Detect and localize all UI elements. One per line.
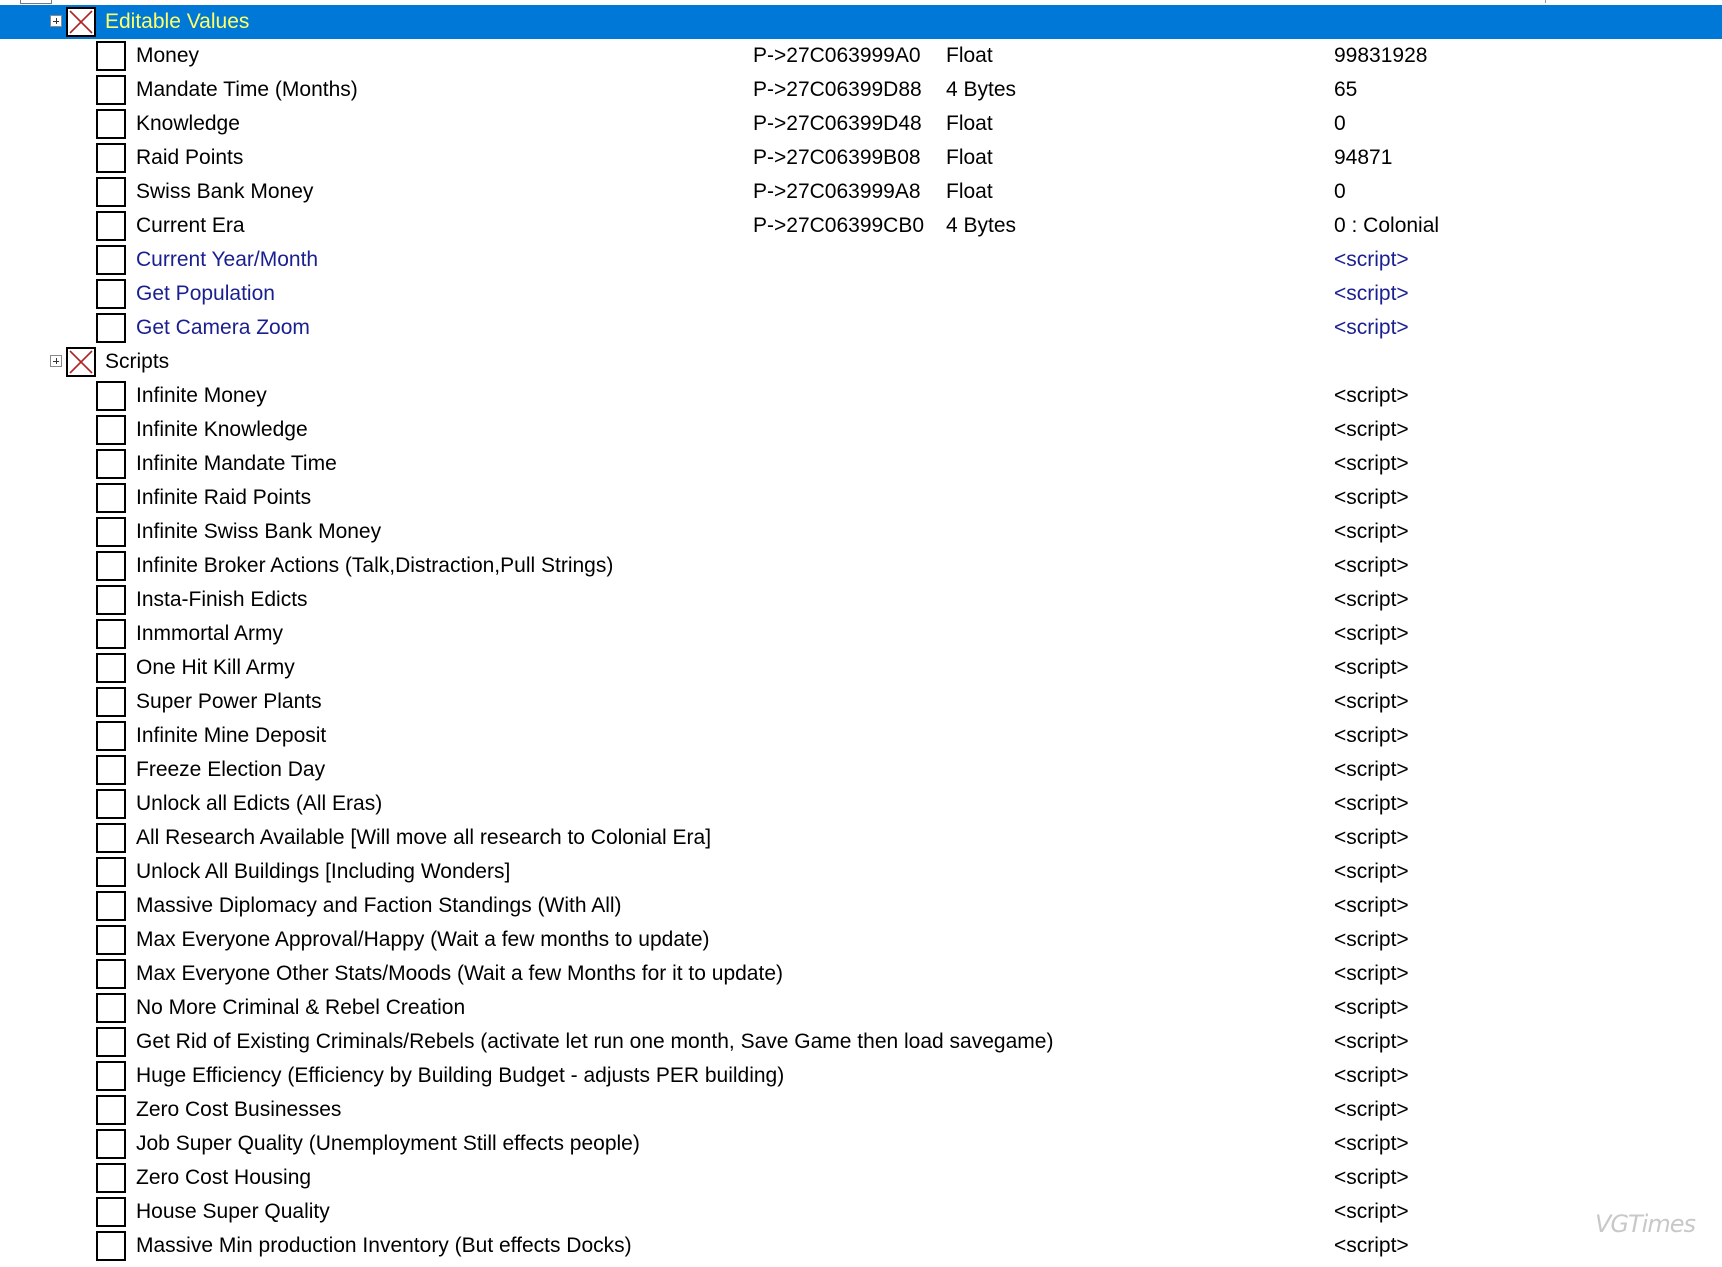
entry-address: P->27C063999A8 bbox=[753, 180, 921, 203]
entry-description: One Hit Kill Army bbox=[136, 656, 295, 679]
entry-value[interactable]: <script> bbox=[1334, 826, 1409, 849]
group-row[interactable] bbox=[0, 5, 1722, 39]
group-row[interactable] bbox=[0, 345, 1722, 379]
group-checkbox[interactable] bbox=[66, 347, 96, 377]
entry-checkbox[interactable] bbox=[96, 585, 126, 615]
entry-description: Swiss Bank Money bbox=[136, 180, 314, 203]
entry-value[interactable]: <script> bbox=[1334, 1064, 1409, 1087]
entry-value[interactable]: <script> bbox=[1334, 690, 1409, 713]
group-description: Editable Values bbox=[105, 10, 250, 33]
entry-value[interactable]: <script> bbox=[1334, 486, 1409, 509]
entry-description: Infinite Money bbox=[136, 384, 267, 407]
entry-description: Current Era bbox=[136, 214, 245, 237]
entry-description: Zero Cost Housing bbox=[136, 1166, 312, 1189]
entry-value[interactable]: <script> bbox=[1334, 1166, 1409, 1189]
entry-checkbox[interactable] bbox=[96, 211, 126, 241]
watermark-logo: VGTimes bbox=[1595, 1210, 1695, 1238]
entry-checkbox[interactable] bbox=[96, 823, 126, 853]
entry-description: Mandate Time (Months) bbox=[136, 78, 358, 101]
entry-value[interactable]: <script> bbox=[1334, 520, 1409, 543]
table-row[interactable] bbox=[0, 787, 1722, 821]
entry-value[interactable]: <script> bbox=[1334, 1132, 1409, 1155]
entry-checkbox[interactable] bbox=[96, 959, 126, 989]
entry-checkbox[interactable] bbox=[96, 177, 126, 207]
entry-value[interactable]: <script> bbox=[1334, 656, 1409, 679]
table-row[interactable] bbox=[0, 855, 1722, 889]
entry-value[interactable]: 94871 bbox=[1334, 146, 1393, 169]
red-cross-icon bbox=[68, 349, 94, 375]
entry-value[interactable]: <script> bbox=[1334, 248, 1409, 271]
entry-value[interactable]: 0 bbox=[1334, 112, 1346, 135]
red-cross-icon bbox=[68, 9, 94, 35]
entry-value[interactable]: <script> bbox=[1334, 384, 1409, 407]
table-row[interactable] bbox=[0, 753, 1722, 787]
entry-checkbox[interactable] bbox=[96, 687, 126, 717]
table-row[interactable] bbox=[0, 379, 1722, 413]
entry-description: Infinite Swiss Bank Money bbox=[136, 520, 382, 543]
entry-value[interactable]: <script> bbox=[1334, 452, 1409, 475]
entry-value[interactable]: <script> bbox=[1334, 282, 1409, 305]
entry-type: 4 Bytes bbox=[946, 78, 1017, 101]
entry-address: P->27C06399CB0 bbox=[753, 214, 925, 237]
entry-description: Massive Diplomacy and Faction Standings (With All) bbox=[136, 894, 622, 917]
entry-description: Get Population bbox=[136, 282, 275, 305]
expand-toggle-icon[interactable] bbox=[50, 355, 62, 367]
entry-value[interactable]: <script> bbox=[1334, 1030, 1409, 1053]
entry-address: P->27C06399B08 bbox=[753, 146, 921, 169]
table-row[interactable] bbox=[0, 243, 1722, 277]
table-row[interactable] bbox=[0, 821, 1722, 855]
entry-value[interactable]: 0 : Colonial bbox=[1334, 214, 1440, 237]
entry-description: Get Rid of Existing Criminals/Rebels (activate let run one month, Save Game then load savegame) bbox=[136, 1030, 1054, 1053]
entry-value[interactable]: <script> bbox=[1334, 860, 1409, 883]
entry-description: Money bbox=[136, 44, 200, 67]
entry-value[interactable]: <script> bbox=[1334, 928, 1409, 951]
cheat-table-list[interactable] bbox=[0, 5, 1722, 1267]
table-row[interactable] bbox=[0, 413, 1722, 447]
entry-description: Knowledge bbox=[136, 112, 240, 135]
entry-value[interactable]: <script> bbox=[1334, 792, 1409, 815]
table-row[interactable] bbox=[0, 651, 1722, 685]
entry-description: Zero Cost Businesses bbox=[136, 1098, 342, 1121]
group-checkbox[interactable] bbox=[66, 7, 96, 37]
entry-checkbox[interactable] bbox=[96, 1027, 126, 1057]
entry-value[interactable]: <script> bbox=[1334, 418, 1409, 441]
expand-toggle-icon[interactable] bbox=[50, 15, 62, 27]
entry-description: Infinite Broker Actions (Talk,Distraction,Pull Strings) bbox=[136, 554, 614, 577]
table-row[interactable] bbox=[0, 73, 1722, 107]
table-row[interactable] bbox=[0, 107, 1722, 141]
entry-type: Float bbox=[946, 44, 993, 67]
entry-description: Infinite Mandate Time bbox=[136, 452, 337, 475]
entry-checkbox[interactable] bbox=[96, 109, 126, 139]
entry-type: Float bbox=[946, 146, 993, 169]
entry-checkbox[interactable] bbox=[96, 75, 126, 105]
table-row[interactable] bbox=[0, 515, 1722, 549]
entry-value[interactable]: <script> bbox=[1334, 316, 1409, 339]
header-checkbox-stub bbox=[20, 0, 52, 4]
table-row[interactable] bbox=[0, 685, 1722, 719]
table-row[interactable] bbox=[0, 175, 1722, 209]
entry-description: No More Criminal & Rebel Creation bbox=[136, 996, 466, 1019]
entry-description: Infinite Raid Points bbox=[136, 486, 312, 509]
table-row[interactable] bbox=[0, 991, 1722, 1025]
entry-description: Get Camera Zoom bbox=[136, 316, 310, 339]
table-row[interactable] bbox=[0, 141, 1722, 175]
entry-description: Infinite Mine Deposit bbox=[136, 724, 327, 747]
entry-description: Job Super Quality (Unemployment Still effects people) bbox=[136, 1132, 640, 1155]
entry-checkbox[interactable] bbox=[96, 449, 126, 479]
table-row[interactable] bbox=[0, 1229, 1722, 1263]
entry-description: Super Power Plants bbox=[136, 690, 322, 713]
entry-description: House Super Quality bbox=[136, 1200, 330, 1223]
entry-value[interactable]: <script> bbox=[1334, 1098, 1409, 1121]
entry-checkbox[interactable] bbox=[96, 41, 126, 71]
table-row[interactable] bbox=[0, 549, 1722, 583]
entry-value[interactable]: <script> bbox=[1334, 724, 1409, 747]
table-row[interactable] bbox=[0, 209, 1722, 243]
table-row[interactable] bbox=[0, 583, 1722, 617]
table-row[interactable] bbox=[0, 1093, 1722, 1127]
entry-description: Insta-Finish Edicts bbox=[136, 588, 308, 611]
entry-checkbox[interactable] bbox=[96, 619, 126, 649]
entry-value[interactable]: <script> bbox=[1334, 894, 1409, 917]
entry-value[interactable]: <script> bbox=[1334, 622, 1409, 645]
table-row[interactable] bbox=[0, 889, 1722, 923]
entry-description: Max Everyone Approval/Happy (Wait a few months to update) bbox=[136, 928, 710, 951]
entry-value[interactable]: <script> bbox=[1334, 962, 1409, 985]
entry-description: Raid Points bbox=[136, 146, 244, 169]
table-row[interactable] bbox=[0, 481, 1722, 515]
entry-checkbox[interactable] bbox=[96, 483, 126, 513]
entry-value[interactable]: 0 bbox=[1334, 180, 1346, 203]
entry-type: 4 Bytes bbox=[946, 214, 1017, 237]
entry-value[interactable]: <script> bbox=[1334, 588, 1409, 611]
entry-checkbox[interactable] bbox=[96, 1231, 126, 1261]
table-row[interactable] bbox=[0, 1161, 1722, 1195]
entry-checkbox[interactable] bbox=[96, 1095, 126, 1125]
entry-description: Unlock all Edicts (All Eras) bbox=[136, 792, 383, 815]
entry-checkbox[interactable] bbox=[96, 279, 126, 309]
entry-type: Float bbox=[946, 112, 993, 135]
table-row[interactable] bbox=[0, 957, 1722, 991]
table-row[interactable] bbox=[0, 39, 1722, 73]
header-divider-stub bbox=[1545, 0, 1554, 3]
entry-description: Current Year/Month bbox=[136, 248, 319, 271]
entry-value[interactable]: <script> bbox=[1334, 996, 1409, 1019]
entry-value[interactable]: 99831928 bbox=[1334, 44, 1428, 67]
table-row[interactable] bbox=[0, 1195, 1722, 1229]
table-row[interactable] bbox=[0, 277, 1722, 311]
table-row[interactable] bbox=[0, 1127, 1722, 1161]
entry-description: Unlock All Buildings [Including Wonders] bbox=[136, 860, 511, 883]
entry-description: Massive Min production Inventory (But effects Docks) bbox=[136, 1234, 632, 1257]
entry-checkbox[interactable] bbox=[96, 789, 126, 819]
table-row[interactable] bbox=[0, 311, 1722, 345]
entry-checkbox[interactable] bbox=[96, 925, 126, 955]
entry-description: Huge Efficiency (Efficiency by Building Budget - adjusts PER building) bbox=[136, 1064, 785, 1087]
entry-description: All Research Available [Will move all research to Colonial Era] bbox=[136, 826, 712, 849]
table-row[interactable] bbox=[0, 447, 1722, 481]
entry-address: P->27C063999A0 bbox=[753, 44, 921, 67]
entry-description: Infinite Knowledge bbox=[136, 418, 308, 441]
entry-checkbox[interactable] bbox=[96, 857, 126, 887]
entry-checkbox[interactable] bbox=[96, 517, 126, 547]
entry-address: P->27C06399D48 bbox=[753, 112, 922, 135]
entry-checkbox[interactable] bbox=[96, 721, 126, 751]
entry-type: Float bbox=[946, 180, 993, 203]
table-row[interactable] bbox=[0, 1025, 1722, 1059]
entry-checkbox[interactable] bbox=[96, 653, 126, 683]
entry-checkbox[interactable] bbox=[96, 891, 126, 921]
entry-checkbox[interactable] bbox=[96, 381, 126, 411]
entry-description: Freeze Election Day bbox=[136, 758, 326, 781]
entry-value[interactable]: 65 bbox=[1334, 78, 1358, 101]
entry-checkbox[interactable] bbox=[96, 755, 126, 785]
entry-address: P->27C06399D88 bbox=[753, 78, 922, 101]
entry-checkbox[interactable] bbox=[96, 245, 126, 275]
entry-checkbox[interactable] bbox=[96, 551, 126, 581]
table-row[interactable] bbox=[0, 923, 1722, 957]
table-row[interactable] bbox=[0, 1059, 1722, 1093]
entry-value[interactable]: <script> bbox=[1334, 1234, 1409, 1257]
entry-checkbox[interactable] bbox=[96, 1163, 126, 1193]
group-description: Scripts bbox=[105, 350, 170, 373]
entry-checkbox[interactable] bbox=[96, 415, 126, 445]
entry-value[interactable]: <script> bbox=[1334, 758, 1409, 781]
entry-value[interactable]: <script> bbox=[1334, 554, 1409, 577]
entry-checkbox[interactable] bbox=[96, 1129, 126, 1159]
table-row[interactable] bbox=[0, 617, 1722, 651]
entry-checkbox[interactable] bbox=[96, 143, 126, 173]
table-row[interactable] bbox=[0, 719, 1722, 753]
entry-checkbox[interactable] bbox=[96, 993, 126, 1023]
entry-description: Inmmortal Army bbox=[136, 622, 284, 645]
entry-description: Max Everyone Other Stats/Moods (Wait a few Months for it to update) bbox=[136, 962, 783, 985]
entry-checkbox[interactable] bbox=[96, 1061, 126, 1091]
entry-checkbox[interactable] bbox=[96, 1197, 126, 1227]
entry-value[interactable]: <script> bbox=[1334, 1200, 1409, 1223]
entry-checkbox[interactable] bbox=[96, 313, 126, 343]
